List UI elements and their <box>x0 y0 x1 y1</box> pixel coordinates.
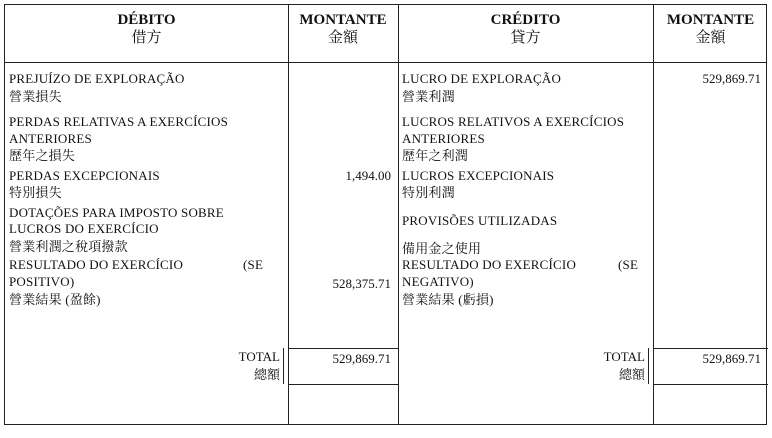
debit-item-label: POSITIVO) <box>9 274 75 289</box>
header-divider <box>5 62 766 63</box>
credit-item-label: RESULTADO DO EXERCÍCIO <box>402 257 577 272</box>
credit-item-amount: 529,869.71 <box>702 71 761 86</box>
debit-item-label-zh: 特別損失 <box>9 185 62 200</box>
header-credit-amount: MONTANTE 金額 <box>666 12 755 46</box>
debit-item-amount: 528,375.71 <box>332 276 391 291</box>
header-debit: DÉBITO 借方 <box>117 12 176 46</box>
total-label: TOTAL <box>238 349 280 364</box>
debit-item-label: (SE <box>243 257 264 272</box>
credit-item-label-zh: 營業結果 (虧損) <box>402 292 494 307</box>
debit-item-label-zh: 營業結果 (盈餘) <box>9 292 101 307</box>
credit-item-label-zh: 歷年之利潤 <box>402 148 469 163</box>
debit-item-label-zh: 營業利潤之稅項撥款 <box>9 239 128 254</box>
credit-item-label: NEGATIVO) <box>402 274 474 289</box>
total-amount: 529,869.71 <box>702 351 761 366</box>
credit-item-label: PROVISÕES UTILIZADAS <box>402 213 558 228</box>
total-amount: 529,869.71 <box>332 351 391 366</box>
total-rule <box>288 384 398 385</box>
header-debit-amount: MONTANTE 金額 <box>299 12 387 46</box>
credit-item-label-zh: 特別利潤 <box>402 185 455 200</box>
debit-item-label-zh: 歷年之損失 <box>9 148 76 163</box>
debit-item-label: DOTAÇÕES PARA IMPOSTO SOBRE <box>9 205 224 220</box>
total-label: TOTAL <box>603 349 645 364</box>
total-rule <box>288 348 398 349</box>
credit-item-label: LUCROS RELATIVOS A EXERCÍCIOS <box>402 114 625 129</box>
debit-item-label: PERDAS EXCEPCIONAIS <box>9 168 160 183</box>
debit-item-label: LUCROS DO EXERCÍCIO <box>9 221 159 236</box>
credit-item-label-zh: 備用金之使用 <box>402 241 482 256</box>
credit-item-label: ANTERIORES <box>402 131 485 146</box>
debit-item-label: RESULTADO DO EXERCÍCIO <box>9 257 184 272</box>
credit-item-label: (SE <box>618 257 639 272</box>
debit-item-label: PERDAS RELATIVAS A EXERCÍCIOS <box>9 114 229 129</box>
total-rule <box>653 348 768 349</box>
debit-item-label-zh: 營業損失 <box>9 89 62 104</box>
total-rule <box>653 384 768 385</box>
total-label-zh: 總額 <box>253 367 280 382</box>
credit-item-label: LUCROS EXCEPCIONAIS <box>402 168 555 183</box>
header-credit: CRÉDITO 貸方 <box>490 12 561 46</box>
debit-item-label: PREJUÍZO DE EXPLORAÇÃO <box>9 71 185 86</box>
total-bracket <box>283 348 284 384</box>
column-divider <box>398 5 399 424</box>
total-bracket <box>648 348 649 384</box>
debit-item-label: ANTERIORES <box>9 131 92 146</box>
total-label-zh: 總額 <box>618 367 645 382</box>
credit-item-label-zh: 營業利潤 <box>402 89 455 104</box>
debit-item-amount: 1,494.00 <box>345 168 391 183</box>
profit-loss-table <box>4 4 767 425</box>
credit-item-label: LUCRO DE EXPLORAÇÃO <box>402 71 562 86</box>
